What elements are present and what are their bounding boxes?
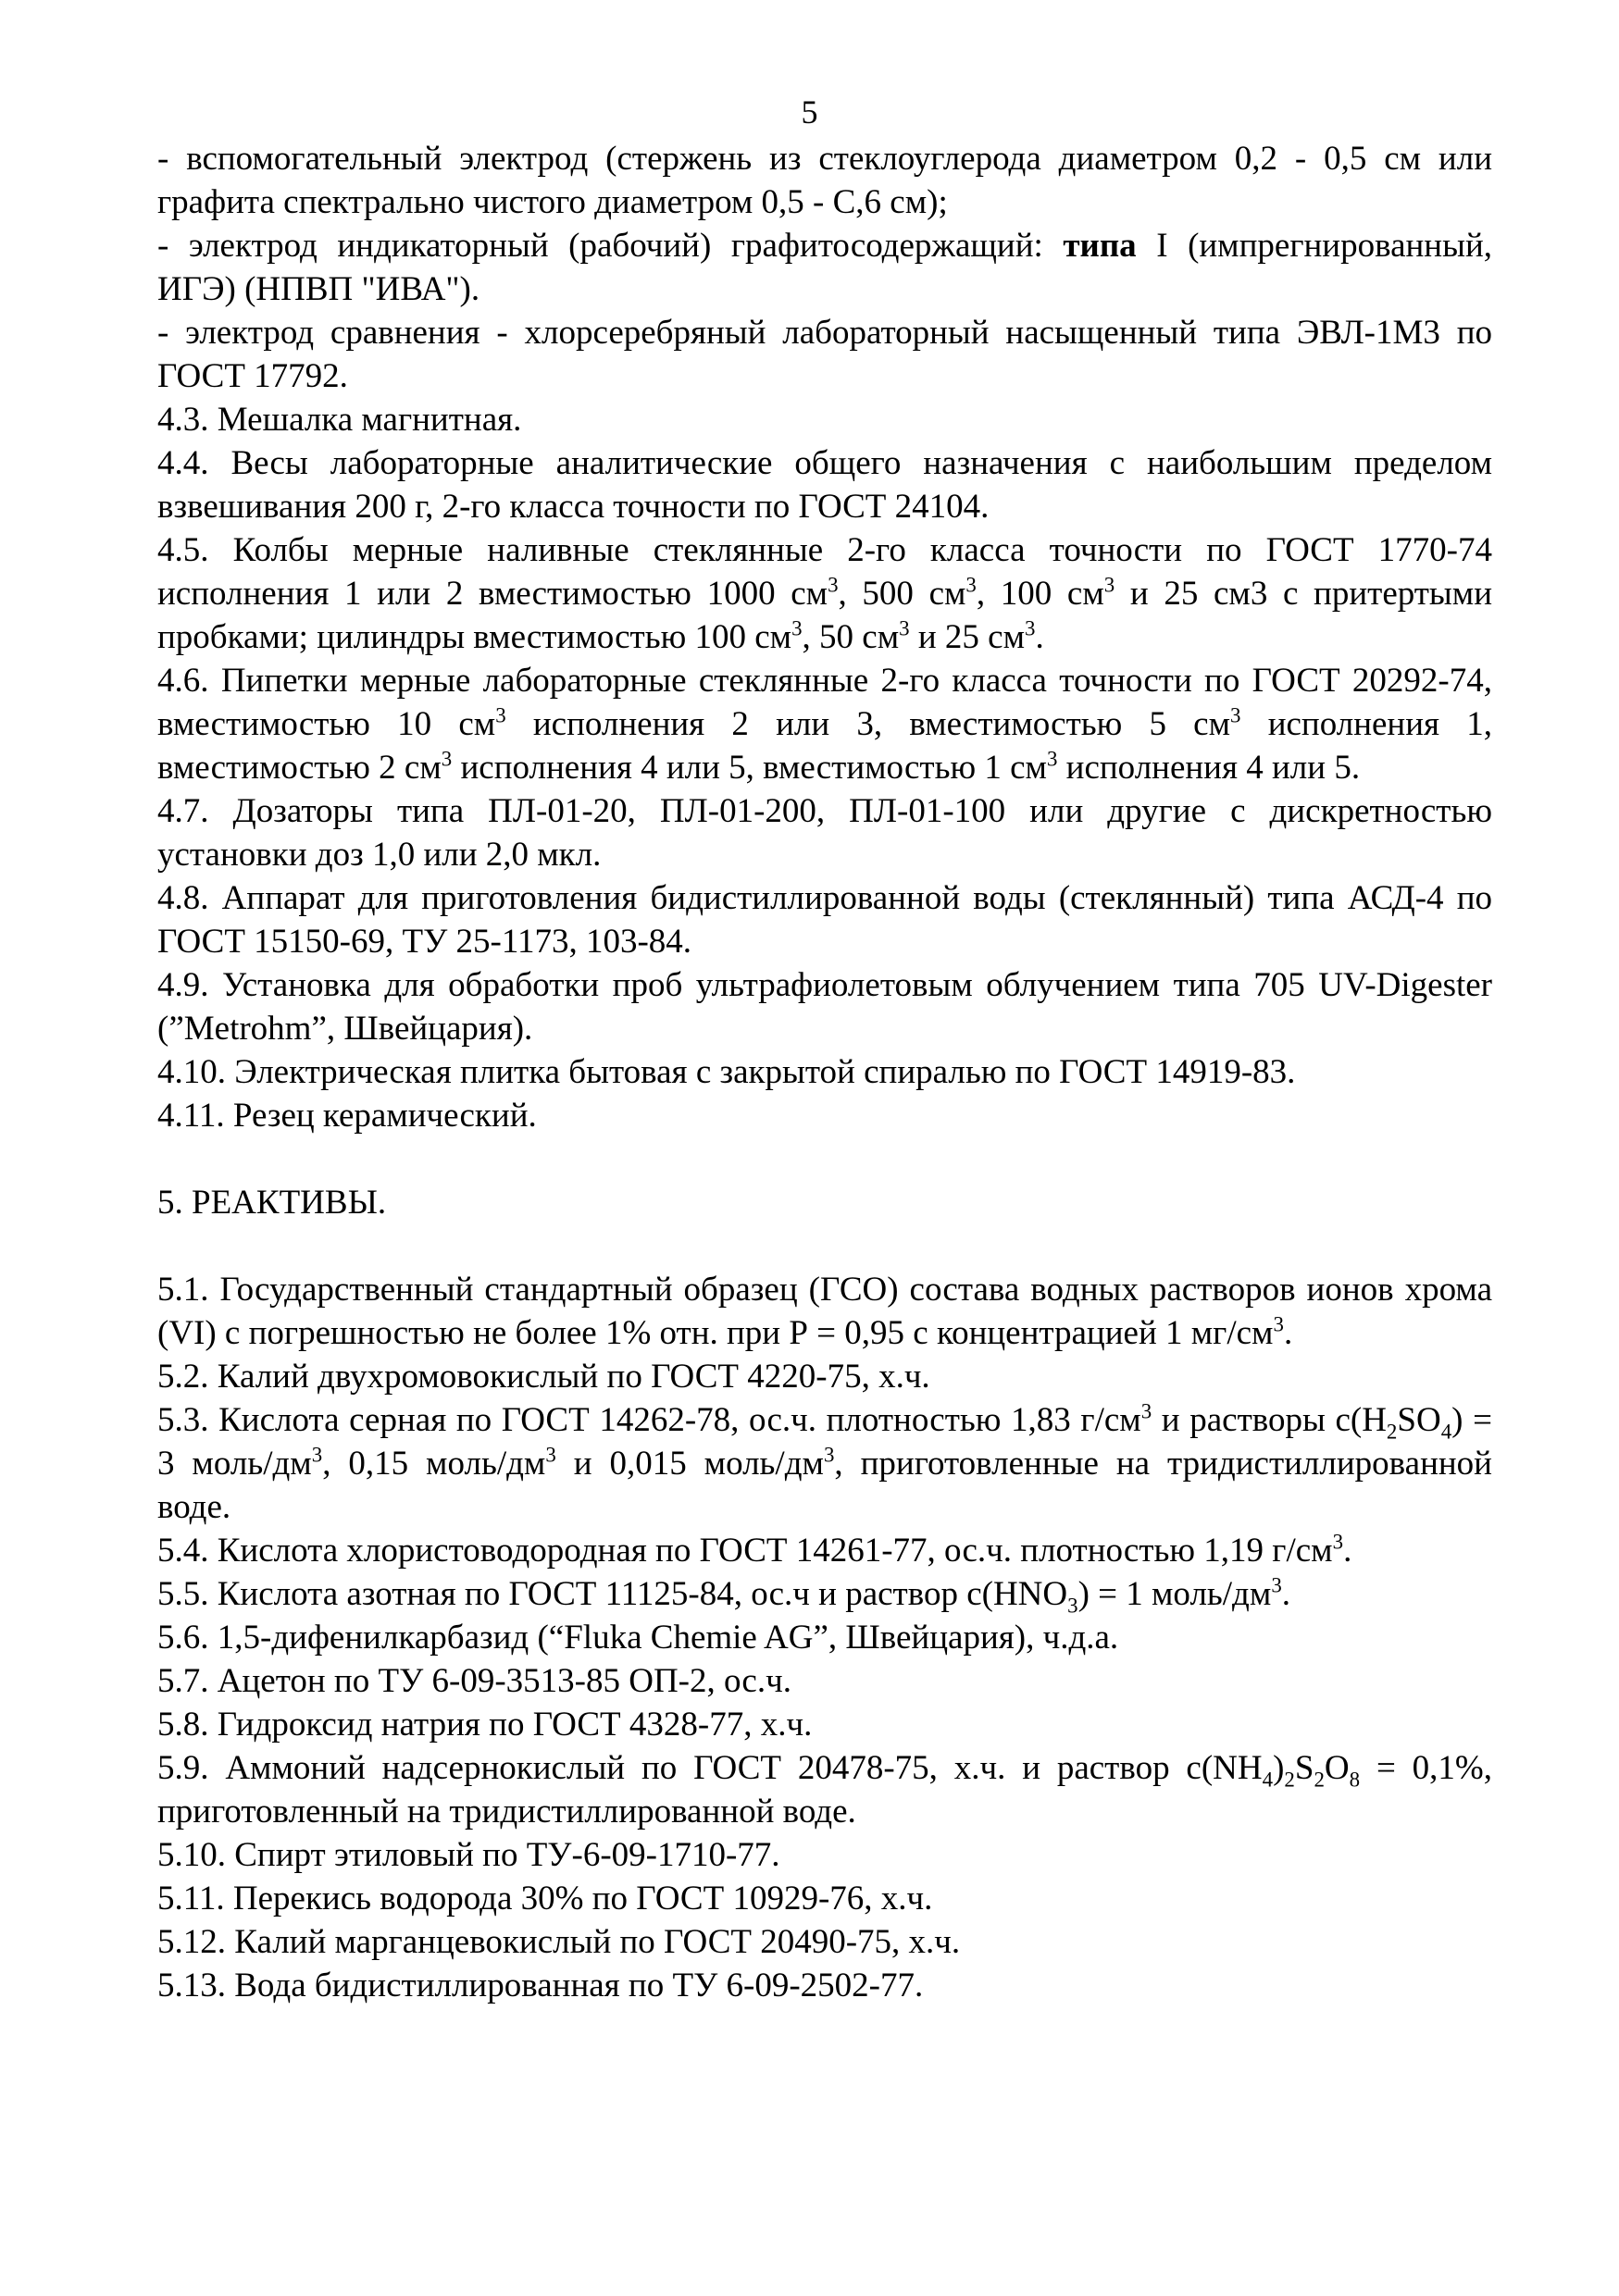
superscript: 3	[1103, 573, 1115, 597]
item-5-12: 5.12. Калий марганцевокислый по ГОСТ 20490-75, х.ч.	[157, 1923, 961, 1961]
subscript: 4	[1262, 1768, 1274, 1792]
item-4-8: 4.8. Аппарат для приготовления бидистиллированной воды (стеклянный) типа АСД-4 по ГОСТ 15150-69, ТУ 25-1173, 103-84.	[157, 879, 1492, 961]
item-4-5-text-f: и 25 см	[909, 618, 1025, 656]
item-4-10: 4.10. Электрическая плитка бытовая с закрытой спиралью по ГОСТ 14919-83.	[157, 1053, 1296, 1091]
item-5-13: 5.13. Вода бидистиллированная по ТУ 6-09-2502-77.	[157, 1967, 924, 2004]
superscript: 3	[1025, 616, 1036, 640]
item-5-5-text-c: .	[1281, 1575, 1291, 1613]
item-5-4-text-b: .	[1343, 1532, 1352, 1570]
superscript: 3	[1332, 1530, 1344, 1554]
reference-electrode-item: - электрод сравнения - хлорсеребряный лабораторный насыщенный типа ЭВЛ-1М3 по ГОСТ 17792.	[157, 314, 1492, 395]
item-5-1-text-a: 5.1. Государственный стандартный образец (ГСО) состава водных растворов ионов хрома (VI) с погрешностью не более 1% отн. при Р = 0,95 с концентрацией 1 мг/см	[157, 1271, 1492, 1352]
item-4-6-text-e: исполнения 4 или 5.	[1057, 749, 1361, 787]
item-5-9-text-b: )	[1273, 1749, 1285, 1787]
item-5-9-text-a: 5.9. Аммоний надсернокислый по ГОСТ 20478-75, х.ч. и раствор с(NH	[157, 1749, 1263, 1787]
item-4-5-text-d: и 25 см3 с притертыми пробками; цилиндры вместимостью 100 см	[157, 575, 1492, 656]
aux-electrode-item: - вспомогательный электрод (стержень из стеклоуглерода диаметром 0,2 - 0,5 см или графита спектрально чистого диаметром 0,5 - С,6 см);	[157, 140, 1492, 221]
subscript: 4	[1440, 1420, 1452, 1444]
superscript: 3	[828, 573, 839, 597]
item-5-4-text-a: 5.4. Кислота хлористоводородная по ГОСТ 14261-77, ос.ч. плотностью 1,19 г/см	[157, 1532, 1333, 1570]
item-4-5-text-e: , 50 см	[802, 618, 900, 656]
item-4-6	[157, 659, 1492, 789]
item-4-4: 4.4. Весы лабораторные аналитические общего назначения с наибольшим пределом взвешивания 200 г, 2-го класса точности по ГОСТ 24104.	[157, 444, 1492, 526]
item-5-5-text-a: 5.5. Кислота азотная по ГОСТ 11125-84, ос.ч и раствор с(HNO	[157, 1575, 1068, 1613]
document-body	[157, 137, 1492, 2007]
item-4-6-text-a: 4.6. Пипетки мерные лабораторные стеклянные 2-го класса точности по ГОСТ 20292-74, вместимостью 10 см	[157, 662, 1492, 743]
superscript: 3	[1271, 1573, 1282, 1597]
superscript: 3	[965, 573, 977, 597]
indicator-electrode-type-word: типа	[1063, 227, 1137, 265]
item-5-3-text-b: и растворы с(H	[1152, 1401, 1387, 1439]
superscript: 3	[441, 747, 453, 771]
superscript: 3	[791, 616, 803, 640]
page-number: 5	[801, 93, 818, 130]
superscript: 3	[545, 1443, 556, 1467]
item-4-7: 4.7. Дозаторы типа ПЛ-01-20, ПЛ-01-200, ПЛ-01-100 или другие с дискретностью установки доз 1,0 или 2,0 мкл.	[157, 792, 1492, 874]
item-4-5-text-g: .	[1035, 618, 1044, 656]
item-5-3-text-c: SO	[1397, 1401, 1441, 1439]
item-5-9-text-d: O	[1324, 1749, 1350, 1787]
superscript: 3	[1140, 1399, 1152, 1423]
item-5-9-text-c: S	[1294, 1749, 1314, 1787]
item-5-10: 5.10. Спирт этиловый по ТУ-6-09-1710-77.	[157, 1836, 780, 1874]
superscript: 3	[823, 1443, 835, 1467]
item-5-5	[157, 1572, 1492, 1616]
item-4-6-text-c: исполнения 1, вместимостью 2 см	[157, 705, 1492, 787]
item-5-3-text-d: ) = 3 моль/дм	[157, 1401, 1492, 1483]
item-5-3-text-f: и 0,015 моль/дм	[555, 1445, 824, 1483]
superscript: 3	[311, 1443, 323, 1467]
item-4-3: 4.3. Мешалка магнитная.	[157, 401, 522, 439]
item-5-6: 5.6. 1,5-дифенилкарбазид (“Fluka Chemie AG”, Швейцария), ч.д.а.	[157, 1619, 1119, 1657]
item-4-6-text-d: исполнения 4 или 5, вместимостью 1 см	[452, 749, 1047, 787]
item-5-3	[157, 1398, 1492, 1529]
subscript: 3	[1067, 1594, 1078, 1618]
section-title-reagents: 5. РЕАКТИВЫ.	[157, 1184, 387, 1222]
item-4-5-text-a: 4.5. Колбы мерные наливные стеклянные 2-го класса точности по ГОСТ 1770-74 исполнения 1 или 2 вместимостью 1000 см	[157, 531, 1492, 613]
item-5-1	[157, 1268, 1492, 1355]
item-4-5-text-b: , 500 см	[838, 575, 966, 613]
item-5-1-text-b: .	[1283, 1314, 1293, 1352]
item-4-5	[157, 528, 1492, 659]
item-5-8: 5.8. Гидроксид натрия по ГОСТ 4328-77, х.ч.	[157, 1706, 813, 1744]
item-5-9	[157, 1746, 1492, 1833]
superscript: 3	[899, 616, 910, 640]
superscript: 3	[1273, 1312, 1284, 1336]
indicator-electrode-lead: - электрод индикаторный (рабочий) графитосодержащий:	[157, 227, 1043, 265]
subscript: 2	[1314, 1768, 1325, 1792]
item-5-3-text-g: , приготовленные на тридистиллированной воде.	[157, 1445, 1492, 1526]
superscript: 3	[1046, 747, 1058, 771]
item-4-6-text-b: исполнения 2 или 3, вместимостью 5 см	[505, 705, 1231, 743]
item-5-2: 5.2. Калий двухромовокислый по ГОСТ 4220-75, х.ч.	[157, 1358, 930, 1396]
superscript: 3	[1230, 703, 1241, 727]
subscript: 2	[1386, 1420, 1398, 1444]
subscript: 8	[1349, 1768, 1361, 1792]
subscript: 2	[1284, 1768, 1295, 1792]
item-5-3-text-e: , 0,15 моль/дм	[322, 1445, 546, 1483]
indicator-electrode-item	[157, 224, 1492, 311]
item-4-11: 4.11. Резец керамический.	[157, 1097, 537, 1135]
item-5-9-text-e: = 0,1%, приготовленный на тридистиллированной воде.	[157, 1749, 1492, 1831]
item-5-5-text-b: ) = 1 моль/дм	[1077, 1575, 1272, 1613]
item-5-11: 5.11. Перекись водорода 30% по ГОСТ 10929-76, х.ч.	[157, 1880, 933, 1917]
item-5-3-text-a: 5.3. Кислота серная по ГОСТ 14262-78, ос.ч. плотностью 1,83 г/см	[157, 1401, 1141, 1439]
item-4-5-text-c: , 100 см	[976, 575, 1104, 613]
item-5-7: 5.7. Ацетон по ТУ 6-09-3513-85 ОП-2, ос.ч.	[157, 1662, 791, 1700]
superscript: 3	[495, 703, 506, 727]
item-4-9: 4.9. Установка для обработки проб ультрафиолетовым облучением типа 705 UV-Digester (”Metrohm”, Швейцария).	[157, 966, 1492, 1048]
indicator-electrode-rest: (импрегнированный, ИГЭ) (НПВП "ИВА").	[157, 227, 1493, 308]
indicator-electrode-type-num: I	[1156, 227, 1168, 265]
item-5-4	[157, 1529, 1492, 1572]
